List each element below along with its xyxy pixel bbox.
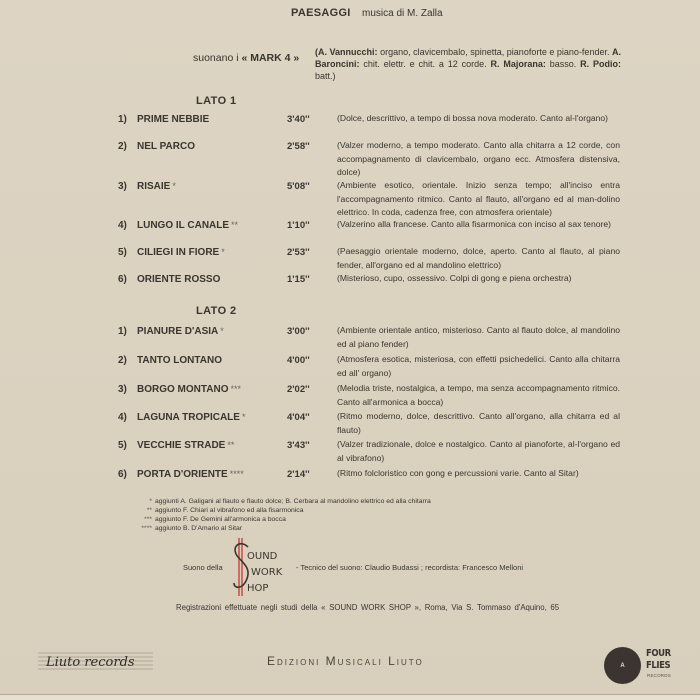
track-duration: 3'43'' bbox=[287, 440, 310, 451]
track-description: (Valzerino alla francese. Canto alla fisarmonica con inciso al sax tenore) bbox=[337, 219, 612, 229]
track-number: 3) bbox=[118, 384, 127, 395]
scan-border bbox=[0, 695, 700, 700]
album-title: PAESAGGI bbox=[291, 7, 351, 19]
track-title: PRIME NEBBIE bbox=[137, 114, 210, 125]
track-number: 3) bbox=[118, 181, 127, 192]
track-title: PORTA D'ORIENTE **** bbox=[137, 469, 244, 480]
four-flies-logo-text: FOUR bbox=[646, 648, 671, 659]
track-number: 2) bbox=[118, 355, 127, 366]
member-role: chit. elettr. e chit. a 12 corde. bbox=[359, 59, 491, 69]
track-number: 1) bbox=[118, 114, 127, 125]
track-description: (Atmosfera esotica, misteriosa, con effetti psichedelici. Canto alla chitarra ed all' organo) bbox=[337, 354, 620, 378]
track-description: (Valzer tradizionale, dolce e nostalgico. Canto al pianoforte, al-l'organo ed al vibrafono) bbox=[337, 439, 620, 463]
svg-text:OUND: OUND bbox=[247, 551, 278, 562]
track-number: 1) bbox=[118, 326, 127, 337]
track-number: 4) bbox=[118, 412, 127, 423]
member-name: A. Baroncini: bbox=[315, 47, 621, 69]
svg-text:WORK: WORK bbox=[251, 567, 283, 578]
track-number: 5) bbox=[118, 247, 127, 258]
footnotes bbox=[130, 497, 431, 533]
track-title: TANTO LONTANO bbox=[137, 355, 222, 366]
track-description: (Dolce, descrittivo, a tempo di bossa nova moderato. Canto al-l'organo) bbox=[337, 113, 609, 123]
track-description: (Ritmo folcloristico con gong e percussioni varie. Canto al Sitar) bbox=[337, 468, 579, 478]
side-1-heading: LATO 1 bbox=[196, 95, 237, 107]
track-number: 6) bbox=[118, 469, 127, 480]
member-name: (A. Vannucchi: bbox=[315, 47, 378, 57]
track-number: 6) bbox=[118, 274, 127, 285]
track-duration: 4'04'' bbox=[287, 412, 310, 423]
track-duration: 2'58'' bbox=[287, 141, 310, 152]
track-description: (Melodia triste, nostalgica, a tempo, ma senza accompagnamento ritmico. Canto all'armonica a bocca) bbox=[337, 383, 620, 407]
member-role: batt.) bbox=[315, 71, 336, 81]
track-title: BORGO MONTANO *** bbox=[137, 384, 241, 395]
sound-by-label: Suono della bbox=[183, 563, 223, 572]
track-title: VECCHIE STRADE ** bbox=[137, 440, 235, 451]
sound-work-shop-logo bbox=[232, 537, 288, 597]
track-duration: 2'53'' bbox=[287, 247, 310, 258]
track-number: 4) bbox=[118, 220, 127, 231]
track-title: CILIEGI IN FIORE * bbox=[137, 247, 225, 258]
band-lineup bbox=[315, 46, 621, 82]
publisher-name: Edizioni Musicali Liuto bbox=[267, 654, 424, 668]
track-title: NEL PARCO bbox=[137, 141, 195, 152]
member-role: organo, clavicembalo, spinetta, pianoforte e piano-fender. bbox=[377, 47, 612, 57]
footnote: *** aggiunto F. De Gemini all'armonica a bocca bbox=[144, 516, 286, 523]
member-name: R. Majorana: bbox=[490, 59, 546, 69]
band-name: « MARK 4 » bbox=[241, 52, 300, 64]
four-flies-logo-text: FLIES bbox=[646, 660, 671, 671]
track-duration: 5'08'' bbox=[287, 181, 310, 192]
track-title: LUNGO IL CANALE ** bbox=[137, 220, 239, 231]
track-number: 2) bbox=[118, 141, 127, 152]
band-credit-prefix: suonano i bbox=[193, 52, 239, 64]
band-credit bbox=[193, 52, 299, 64]
engineer-credits: - Tecnico del suono: Claudio Budassi ; recordista: Francesco Melloni bbox=[296, 563, 524, 572]
composer-credit: musica di M. Zalla bbox=[362, 8, 443, 19]
track-number: 5) bbox=[118, 440, 127, 451]
footnote: **** aggiunto B. D'Amario al Sitar bbox=[141, 525, 243, 532]
track-title: ORIENTE ROSSO bbox=[137, 274, 221, 285]
track-description: (Ritmo moderno, dolce, descrittivo. Canto all'organo, alla chitarra ed al flauto) bbox=[337, 411, 620, 435]
track-duration: 1'15'' bbox=[287, 274, 310, 285]
liuto-records-logo bbox=[38, 646, 153, 674]
track-duration: 3'40'' bbox=[287, 114, 310, 125]
track-duration: 3'00'' bbox=[287, 326, 310, 337]
track-duration: 2'14'' bbox=[287, 469, 310, 480]
side-2-heading: LATO 2 bbox=[196, 305, 237, 317]
track-duration: 2'02'' bbox=[287, 384, 310, 395]
member-name: R. Podio: bbox=[580, 59, 621, 69]
track-description: (Ambiente esotico, orientale. Inizio senza tempo; all'inciso entra l'accompagnamento ritmico. Canto al flauto, all'organo ed al man-dolino elettrico. In coda, cadenza free, con atmosfera orientale) bbox=[337, 180, 620, 217]
track-title: PIANURE D'ASIA * bbox=[137, 326, 224, 337]
track-duration: 4'00'' bbox=[287, 355, 310, 366]
member-role: basso. bbox=[545, 59, 581, 69]
footnote: * aggiunti A. Galigani al flauto e flauto dolce; B. Cerbara al mandolino elettrico ed alla chitarra bbox=[149, 498, 431, 505]
track-duration: 1'10'' bbox=[287, 220, 310, 231]
track-title: RISAIE * bbox=[137, 181, 176, 192]
track-description: (Ambiente orientale antico, misterioso. Canto al flauto dolce, al mandolino ed al piano fender) bbox=[337, 325, 620, 349]
svg-text:Liuto records: Liuto records bbox=[46, 655, 135, 670]
four-flies-disc-icon: A bbox=[604, 647, 641, 684]
svg-text:HOP: HOP bbox=[247, 583, 269, 594]
studio-address: Registrazioni effettuate negli studi della « SOUND WORK SHOP », Roma, Via S. Tommaso d'Aquino, 65 bbox=[176, 603, 560, 612]
footnote: ** aggiunto F. Chiari al vibrafono ed alla fisarmonica bbox=[146, 507, 304, 514]
track-description: (Misterioso, cupo, ossessivo. Colpi di gong e piena orchestra) bbox=[337, 273, 572, 283]
track-description: (Paesaggio orientale moderno, dolce, aperto. Canto al flauto, al piano fender, all'organo ed al mandolino elettrico) bbox=[337, 246, 620, 270]
four-flies-logo-subtitle: RECORDS bbox=[647, 673, 671, 678]
track-title: LAGUNA TROPICALE * bbox=[137, 412, 246, 423]
track-description: (Valzer moderno, a tempo moderato. Canto alla chitarra a 12 corde, con accompagnamento di clavicembalo, organo ecc. Atmosfera distensiva, dolce) bbox=[337, 140, 620, 177]
